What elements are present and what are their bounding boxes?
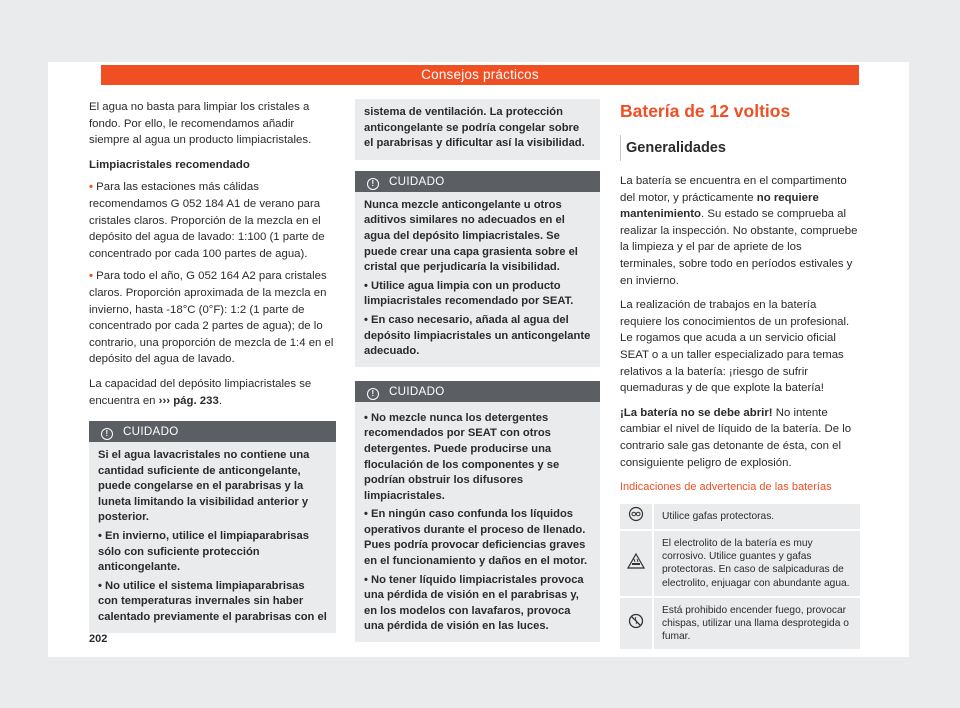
list-item-text: Para todo el año, G 052 164 A2 para cristales claros. Proporción aproximada de la mezcla en invierno, hasta -18°C (0°F): 1:2 (1 parte de concentrado por cada 2 partes de agua); de lo contrario, una proporción de mezcla de 1:4 en el depósito del agua de lavado. xyxy=(89,270,334,366)
list-item xyxy=(89,268,336,368)
list-item: • En invierno, utilice el limpiaparabrisas sólo con suficiente protección anticongelante. xyxy=(98,530,309,574)
list-item: • En ningún caso confunda los líquidos operativos durante el proceso de llenado. Pues podría provocar deficiencias graves en el funcionamiento y daños en el motor. xyxy=(364,508,588,568)
caution-icon: ! xyxy=(101,428,113,440)
caution-header: ! CUIDADO xyxy=(355,171,600,192)
table-row xyxy=(620,597,860,651)
battery-paragraph-2: La realización de trabajos en la batería requiere los conocimientos de un profesional. Le rogamos que acuda a un servicio oficial SEAT o a un taller especializado para temas relativos a la batería: ¡riesgo de sufrir quemaduras y de que explote la batería! xyxy=(620,299,850,395)
section-title: Batería de 12 voltios xyxy=(620,101,791,121)
indication-text: El electrolito de la batería es muy corrosivo. Utilice guantes y gafas protectoras. En caso de salpicaduras de electrolito, enjuagar con abundante agua. xyxy=(653,530,860,597)
caution-header: ! CUIDADO xyxy=(355,381,600,402)
caution-box xyxy=(89,421,336,633)
table-row xyxy=(620,504,860,530)
list-item: • Utilice agua limpia con un producto limpiacristales recomendado por SEAT. xyxy=(364,279,574,308)
column-left xyxy=(89,99,336,633)
page-number: 202 xyxy=(89,633,108,645)
caution-continuation: sistema de ventilación. La protección anticongelante se podría congelar sobre el parabrisas y dificultar así la visibilidad. xyxy=(355,99,600,160)
goggles-icon xyxy=(620,504,653,530)
caution-body xyxy=(355,402,600,642)
list-item xyxy=(89,179,336,262)
list-item-text: Para las estaciones más cálidas recomendamos G 052 184 A1 de verano para cristales claros. Proporción de la mezcla en el depósito del agua de lavado: 1:100 (1 parte de concentrado por cada 100 partes de agua). xyxy=(89,181,325,260)
indications-title: Indicaciones de advertencia de las baterías xyxy=(620,481,832,494)
list-item: • No mezcle nunca los detergentes recomendados por SEAT con otros detergentes. Puede producirse una floculación de los componentes y se podrían obstruir los difusores limpiacristales. xyxy=(364,411,560,502)
column-right xyxy=(620,99,860,651)
battery-paragraph-3: ¡La batería no se debe abrir! No intente cambiar el nivel de líquido de la batería. De lo contrario sale gas detonante de ésta, con el consiguiente peligro de explosión. xyxy=(620,406,852,469)
table-row xyxy=(620,530,860,597)
column-middle xyxy=(355,99,600,642)
caution-body xyxy=(355,192,600,367)
capacity-paragraph: La capacidad del depósito limpiacristales se encuentra en ››› pág. 233. xyxy=(89,377,312,407)
subheading-recommended: Limpiacristales recomendado xyxy=(89,158,250,171)
subsection-title: Generalidades xyxy=(626,140,726,156)
battery-paragraph-1: La batería se encuentra en el compartimento del motor, y prácticamente no requiere mantenimiento. Su estado se comprueba al realizar la inspección. No obstante, compruebe la limpieza y el par de apriete de los terminales, sobre todo en períodos estivales y en invierno. xyxy=(620,175,858,287)
subsection-wrapper xyxy=(620,135,860,161)
section-header: Consejos prácticos xyxy=(101,65,859,85)
bullet-icon: • xyxy=(89,270,93,283)
caution-text: Nunca mezcle anticongelante u otros aditivos similares no adecuados en el agua del depósito limpiacristales. Se puede crear una capa grasienta sobre el cristal que perjudicaría la visibilidad. xyxy=(364,198,578,274)
caution-box xyxy=(355,381,600,642)
list-item: • En caso necesario, añada al agua del depósito limpiacristales un anticongelante adecuado. xyxy=(364,313,591,358)
intro-paragraph: El agua no basta para limpiar los cristales a fondo. Por ello, le recomendamos añadir siempre al agua un producto limpiacristales. xyxy=(89,101,312,147)
caution-text: Si el agua lavacristales no contiene una cantidad suficiente de anticongelante, puede congelarse en el parabrisas y la luneta limitando la visibilidad anterior y posterior. xyxy=(98,449,310,524)
caution-body xyxy=(89,442,336,633)
caution-icon: ! xyxy=(367,388,379,400)
list-item: • No tener líquido limpiacristales provoca una pérdida de visión en el parabrisas y, en los modelos con lavafaros, provoca una pérdida de visión en las luces. xyxy=(364,573,584,633)
indications-table xyxy=(620,504,860,652)
indication-text: Utilice gafas protectoras. xyxy=(653,504,860,530)
list-item: • No utilice el sistema limpiaparabrisas con temperaturas invernales sin haber calentado previamente el parabrisas con el xyxy=(98,579,327,624)
indication-text: Está prohibido encender fuego, provocar chispas, utilizar una llama desprotegida o fumar. xyxy=(653,597,860,651)
bullet-icon: • xyxy=(89,181,93,194)
page-reference-link[interactable]: ››› pág. 233 xyxy=(158,394,219,407)
caution-header: ! CUIDADO xyxy=(89,421,336,442)
caution-box xyxy=(355,171,600,367)
no-fire-icon xyxy=(620,597,653,651)
corrosive-icon xyxy=(620,530,653,597)
caution-icon: ! xyxy=(367,178,379,190)
